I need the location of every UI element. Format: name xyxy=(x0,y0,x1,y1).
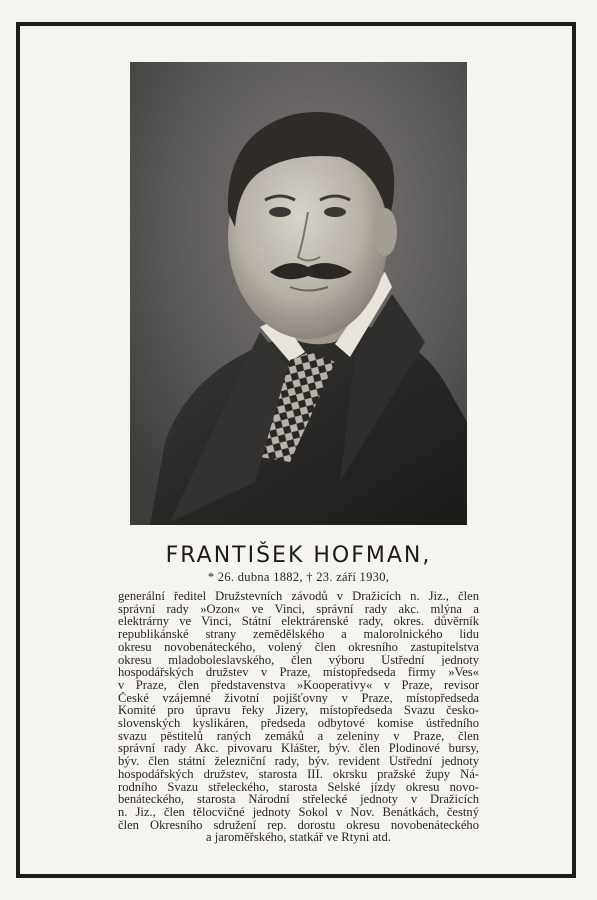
deceased-name: FRANTIŠEK HOFMAN, xyxy=(165,543,432,568)
biography-line: hospodářských družstev v Praze, místopředseda firmy »Ves« xyxy=(118,666,479,679)
biography-line: elektrárny ve Vinci, Státní elektrárenské rady, okres. důvěrník xyxy=(118,615,479,629)
biography-line: benáteckého, starosta Národní střelecké jednoty v Dražicích xyxy=(118,793,479,806)
biography-line: býv. člen státní železniční rady, býv. revident Ústřední jednoty xyxy=(118,755,479,768)
biography-line: okresu mladoboleslavského, člen výboru Ústřední jednoty xyxy=(118,653,479,667)
biography-line: Komité pro úpravu řeky Jizery, místopředseda Svazu česko- xyxy=(118,704,479,718)
portrait-photo xyxy=(130,62,467,525)
biography-text xyxy=(118,590,479,844)
biography-line: slovenských kyslikáren, předseda odbytové komise ústředního xyxy=(118,717,479,730)
biography-line: rodního Svazu střeleckého, starosta Selské jízdy okresu novo- xyxy=(118,780,479,794)
biography-line: člen Okresního sdružení rep. dorostu okresu novobenáteckého xyxy=(118,818,479,832)
biography-line: správní rady Akc. pivovaru Klášter, býv. člen Plodinové bursy, xyxy=(118,742,479,756)
biography-line: generální ředitel Družstevních závodů v Dražicích n. Jiz., člen xyxy=(118,590,479,603)
biography-line: a jaroměřského, statkář ve Rtyni atd. xyxy=(205,831,391,845)
biography-line: n. Jiz., člen tělocvičné jednoty Sokol v Nov. Benátkách, čestný xyxy=(118,805,479,819)
biography-line: v Praze, člen představenstva »Kooperativy« v Praze, revisor xyxy=(118,678,479,692)
biography-line: správní rady »Ozon« ve Vinci, správní rady akc. mlýna a xyxy=(118,602,479,616)
biography-line: České vzájemné životní pojišťovny v Praze, místopředseda xyxy=(118,691,479,705)
biography-line: hospodářských družstev, starosta III. okrsku pražské župy Ná- xyxy=(118,767,479,781)
life-dates: * 26. dubna 1882, † 23. září 1930, xyxy=(207,570,390,584)
biography-line: republikánské strany zemědělského a malorolnického lidu xyxy=(118,628,479,641)
biography-line: okresu novobenáteckého, volený člen okresního zastupitelstva xyxy=(118,640,479,654)
biography-line: svazu pěstitelů raných zemáků a zeleniny v Praze, člen xyxy=(118,729,479,743)
